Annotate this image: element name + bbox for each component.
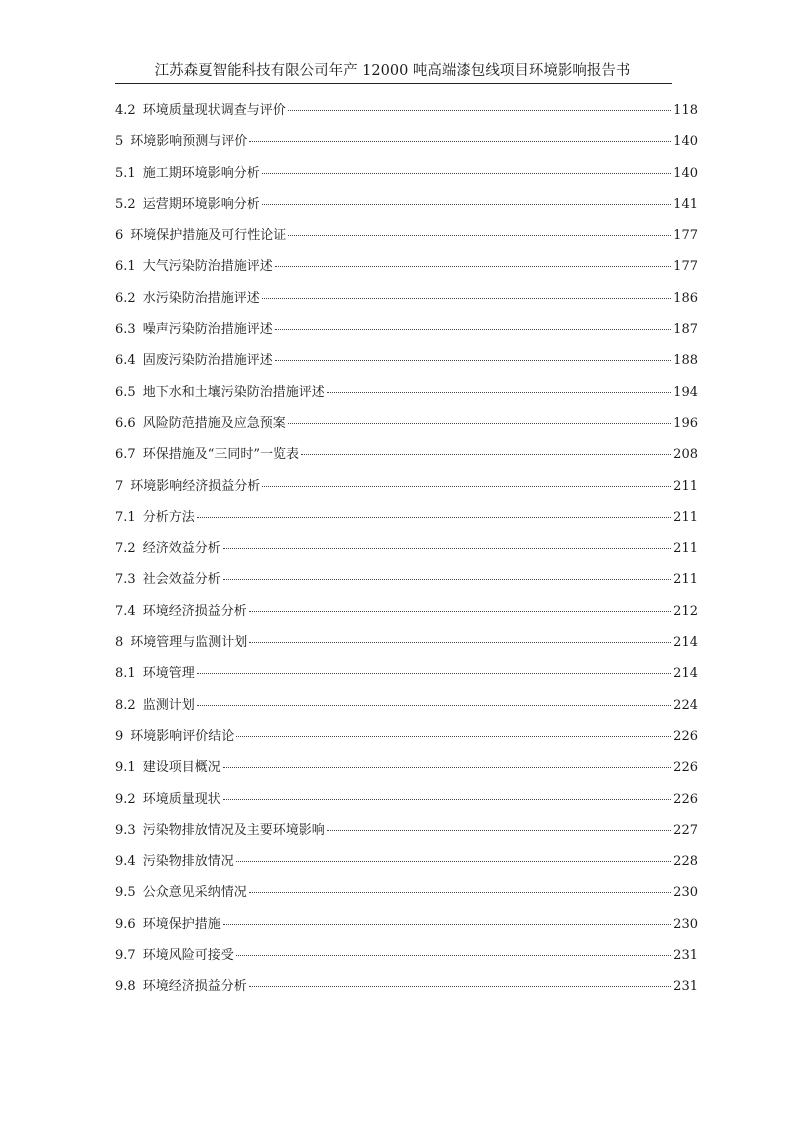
toc-entry-title: 污染物排放情况及主要环境影响	[142, 822, 325, 838]
toc-entry-title: 社会效益分析	[142, 572, 221, 588]
toc-entry-page-number: 208	[673, 447, 698, 463]
toc-entry-number: 5	[115, 134, 124, 150]
toc-entry-number: 9.8	[115, 979, 136, 995]
toc-entry-number: 9.2	[115, 791, 136, 807]
toc-entry-page-number: 228	[673, 854, 698, 870]
toc-entry-title: 分析方法	[142, 509, 195, 525]
toc-entry-title: 大气污染防治措施评述	[142, 259, 273, 275]
toc-entry[interactable]	[115, 853, 698, 884]
toc-entry-page-number: 187	[673, 322, 698, 338]
table-of-contents	[115, 102, 698, 1010]
toc-entry-number: 6	[115, 228, 124, 244]
toc-entry[interactable]	[115, 102, 698, 133]
toc-entry[interactable]	[115, 352, 698, 383]
toc-dot-leader	[262, 204, 671, 205]
page-header-title: 江苏森夏智能科技有限公司年产 12000 吨高端漆包线项目环境影响报告书	[154, 63, 631, 79]
toc-entry-number: 9	[115, 728, 124, 744]
toc-entry-number: 9.4	[115, 854, 136, 870]
toc-entry[interactable]	[115, 884, 698, 915]
toc-entry-number: 6.7	[115, 447, 136, 463]
toc-entry-title: 水污染防治措施评述	[142, 290, 260, 306]
toc-entry-number: 8.1	[115, 666, 136, 682]
toc-entry-number: 6.1	[115, 259, 136, 275]
toc-entry[interactable]	[115, 321, 698, 352]
toc-entry-number: 7.1	[115, 509, 136, 525]
toc-dot-leader	[288, 423, 671, 424]
toc-entry-title: 环境管理与监测计划	[130, 635, 248, 651]
toc-entry[interactable]	[115, 540, 698, 571]
toc-entry-title: 环境风险可接受	[142, 948, 234, 964]
header-divider	[115, 83, 672, 84]
toc-entry-page-number: 212	[673, 603, 698, 619]
toc-entry-title: 环境保护措施	[142, 916, 221, 932]
toc-entry-title: 环境影响经济损益分析	[130, 478, 261, 494]
toc-dot-leader	[249, 892, 671, 893]
toc-entry-title: 噪声污染防治措施评述	[142, 322, 273, 338]
toc-entry-title: 运营期环境影响分析	[142, 196, 260, 212]
toc-entry-page-number: 188	[673, 353, 698, 369]
toc-entry-title: 监测计划	[142, 697, 195, 713]
toc-dot-leader	[262, 173, 671, 174]
toc-entry-page-number: 140	[673, 134, 698, 150]
toc-entry[interactable]	[115, 728, 698, 759]
toc-dot-leader	[249, 141, 671, 142]
toc-entry-number: 7.2	[115, 541, 136, 557]
toc-entry-page-number: 177	[673, 228, 698, 244]
toc-entry-number: 7.3	[115, 572, 136, 588]
toc-entry-page-number: 196	[673, 415, 698, 431]
toc-entry-number: 6.5	[115, 384, 136, 400]
toc-dot-leader	[223, 924, 671, 925]
toc-entry-page-number: 226	[673, 791, 698, 807]
toc-entry-page-number: 231	[673, 979, 698, 995]
toc-entry-page-number: 186	[673, 290, 698, 306]
toc-entry-number: 6.3	[115, 322, 136, 338]
toc-dot-leader	[249, 642, 671, 643]
toc-entry-number: 9.6	[115, 916, 136, 932]
toc-entry[interactable]	[115, 634, 698, 665]
toc-entry[interactable]	[115, 165, 698, 196]
toc-entry-page-number: 211	[673, 478, 698, 494]
toc-dot-leader	[262, 298, 671, 299]
toc-entry-page-number: 177	[673, 259, 698, 275]
toc-dot-leader	[197, 517, 671, 518]
toc-entry-page-number: 227	[673, 822, 698, 838]
toc-entry-title: 环境质量现状调查与评价	[142, 103, 286, 118]
toc-entry-title: 环境保护措施及可行性论证	[130, 228, 287, 244]
toc-entry-number: 5.2	[115, 196, 136, 212]
toc-dot-leader	[327, 392, 671, 393]
toc-entry-number: 6.2	[115, 290, 136, 306]
toc-entry-page-number: 118	[673, 103, 698, 118]
toc-dot-leader	[223, 799, 671, 800]
toc-entry[interactable]	[115, 822, 698, 853]
toc-entry-page-number: 226	[673, 728, 698, 744]
toc-entry-page-number: 211	[673, 509, 698, 525]
toc-entry[interactable]	[115, 509, 698, 540]
toc-entry-page-number: 211	[673, 541, 698, 557]
toc-entry-number: 6.6	[115, 415, 136, 431]
toc-entry[interactable]	[115, 290, 698, 321]
toc-entry-number: 6.4	[115, 353, 136, 369]
toc-entry[interactable]	[115, 697, 698, 728]
toc-entry[interactable]	[115, 978, 698, 1009]
toc-entry[interactable]	[115, 133, 698, 164]
toc-entry-number: 8.2	[115, 697, 136, 713]
toc-entry-title: 污染物排放情况	[142, 854, 234, 870]
toc-entry[interactable]	[115, 196, 698, 227]
toc-entry-number: 9.1	[115, 760, 136, 776]
toc-entry-number: 9.3	[115, 822, 136, 838]
toc-entry[interactable]	[115, 478, 698, 509]
toc-entry-page-number: 224	[673, 697, 698, 713]
toc-entry[interactable]	[115, 759, 698, 790]
toc-entry-page-number: 214	[673, 666, 698, 682]
toc-entry-number: 5.1	[115, 165, 136, 181]
toc-entry[interactable]	[115, 665, 698, 696]
toc-entry-number: 7.4	[115, 603, 136, 619]
toc-dot-leader	[275, 266, 671, 267]
toc-dot-leader	[262, 486, 671, 487]
toc-entry-page-number: 140	[673, 165, 698, 181]
toc-entry-page-number: 231	[673, 948, 698, 964]
toc-dot-leader	[301, 454, 671, 455]
toc-dot-leader	[236, 736, 671, 737]
toc-entry-number: 9.5	[115, 885, 136, 901]
toc-entry-number: 9.7	[115, 948, 136, 964]
toc-entry-title: 风险防范措施及应急预案	[142, 415, 286, 431]
toc-dot-leader	[236, 861, 671, 862]
toc-entry-title: 环境经济损益分析	[142, 979, 247, 995]
toc-entry-number: 8	[115, 635, 124, 651]
toc-entry[interactable]	[115, 791, 698, 822]
toc-dot-leader	[223, 548, 671, 549]
toc-entry-title: 固废污染防治措施评述	[142, 353, 273, 369]
toc-entry-number: 4.2	[115, 103, 136, 118]
toc-entry-title: 公众意见采纳情况	[142, 885, 247, 901]
toc-entry[interactable]	[115, 603, 698, 634]
toc-entry[interactable]	[115, 227, 698, 258]
toc-entry-page-number: 141	[673, 196, 698, 212]
toc-dot-leader	[275, 329, 671, 330]
toc-entry-title: 环保措施及“三同时”一览表	[142, 447, 299, 463]
toc-dot-leader	[223, 767, 671, 768]
toc-entry-title: 环境管理	[142, 666, 195, 682]
toc-entry-title: 地下水和土壤污染防治措施评述	[142, 384, 325, 400]
toc-entry-page-number: 230	[673, 916, 698, 932]
toc-dot-leader	[197, 705, 671, 706]
toc-entry-title: 环境影响评价结论	[130, 728, 235, 744]
toc-dot-leader	[249, 986, 671, 987]
toc-entry[interactable]	[115, 947, 698, 978]
toc-entry-number: 7	[115, 478, 124, 494]
toc-dot-leader	[249, 611, 671, 612]
toc-entry[interactable]	[115, 916, 698, 947]
toc-dot-leader	[197, 673, 671, 674]
toc-entry-title: 经济效益分析	[142, 541, 221, 557]
toc-entry[interactable]	[115, 384, 698, 415]
toc-dot-leader	[236, 955, 671, 956]
toc-entry-title: 环境质量现状	[142, 791, 221, 807]
toc-entry[interactable]	[115, 258, 698, 289]
toc-dot-leader	[288, 110, 671, 111]
toc-entry[interactable]	[115, 446, 698, 477]
toc-entry-page-number: 214	[673, 635, 698, 651]
toc-entry-page-number: 230	[673, 885, 698, 901]
toc-entry-page-number: 226	[673, 760, 698, 776]
toc-dot-leader	[275, 360, 671, 361]
toc-entry-title: 环境经济损益分析	[142, 603, 247, 619]
toc-dot-leader	[288, 235, 671, 236]
toc-entry-title: 环境影响预测与评价	[130, 134, 248, 150]
toc-entry-page-number: 194	[673, 384, 698, 400]
toc-dot-leader	[223, 579, 671, 580]
toc-entry-title: 建设项目概况	[142, 760, 221, 776]
toc-entry-title: 施工期环境影响分析	[142, 165, 260, 181]
toc-entry-page-number: 211	[673, 572, 698, 588]
toc-entry[interactable]	[115, 415, 698, 446]
toc-entry[interactable]	[115, 571, 698, 602]
toc-dot-leader	[327, 830, 671, 831]
